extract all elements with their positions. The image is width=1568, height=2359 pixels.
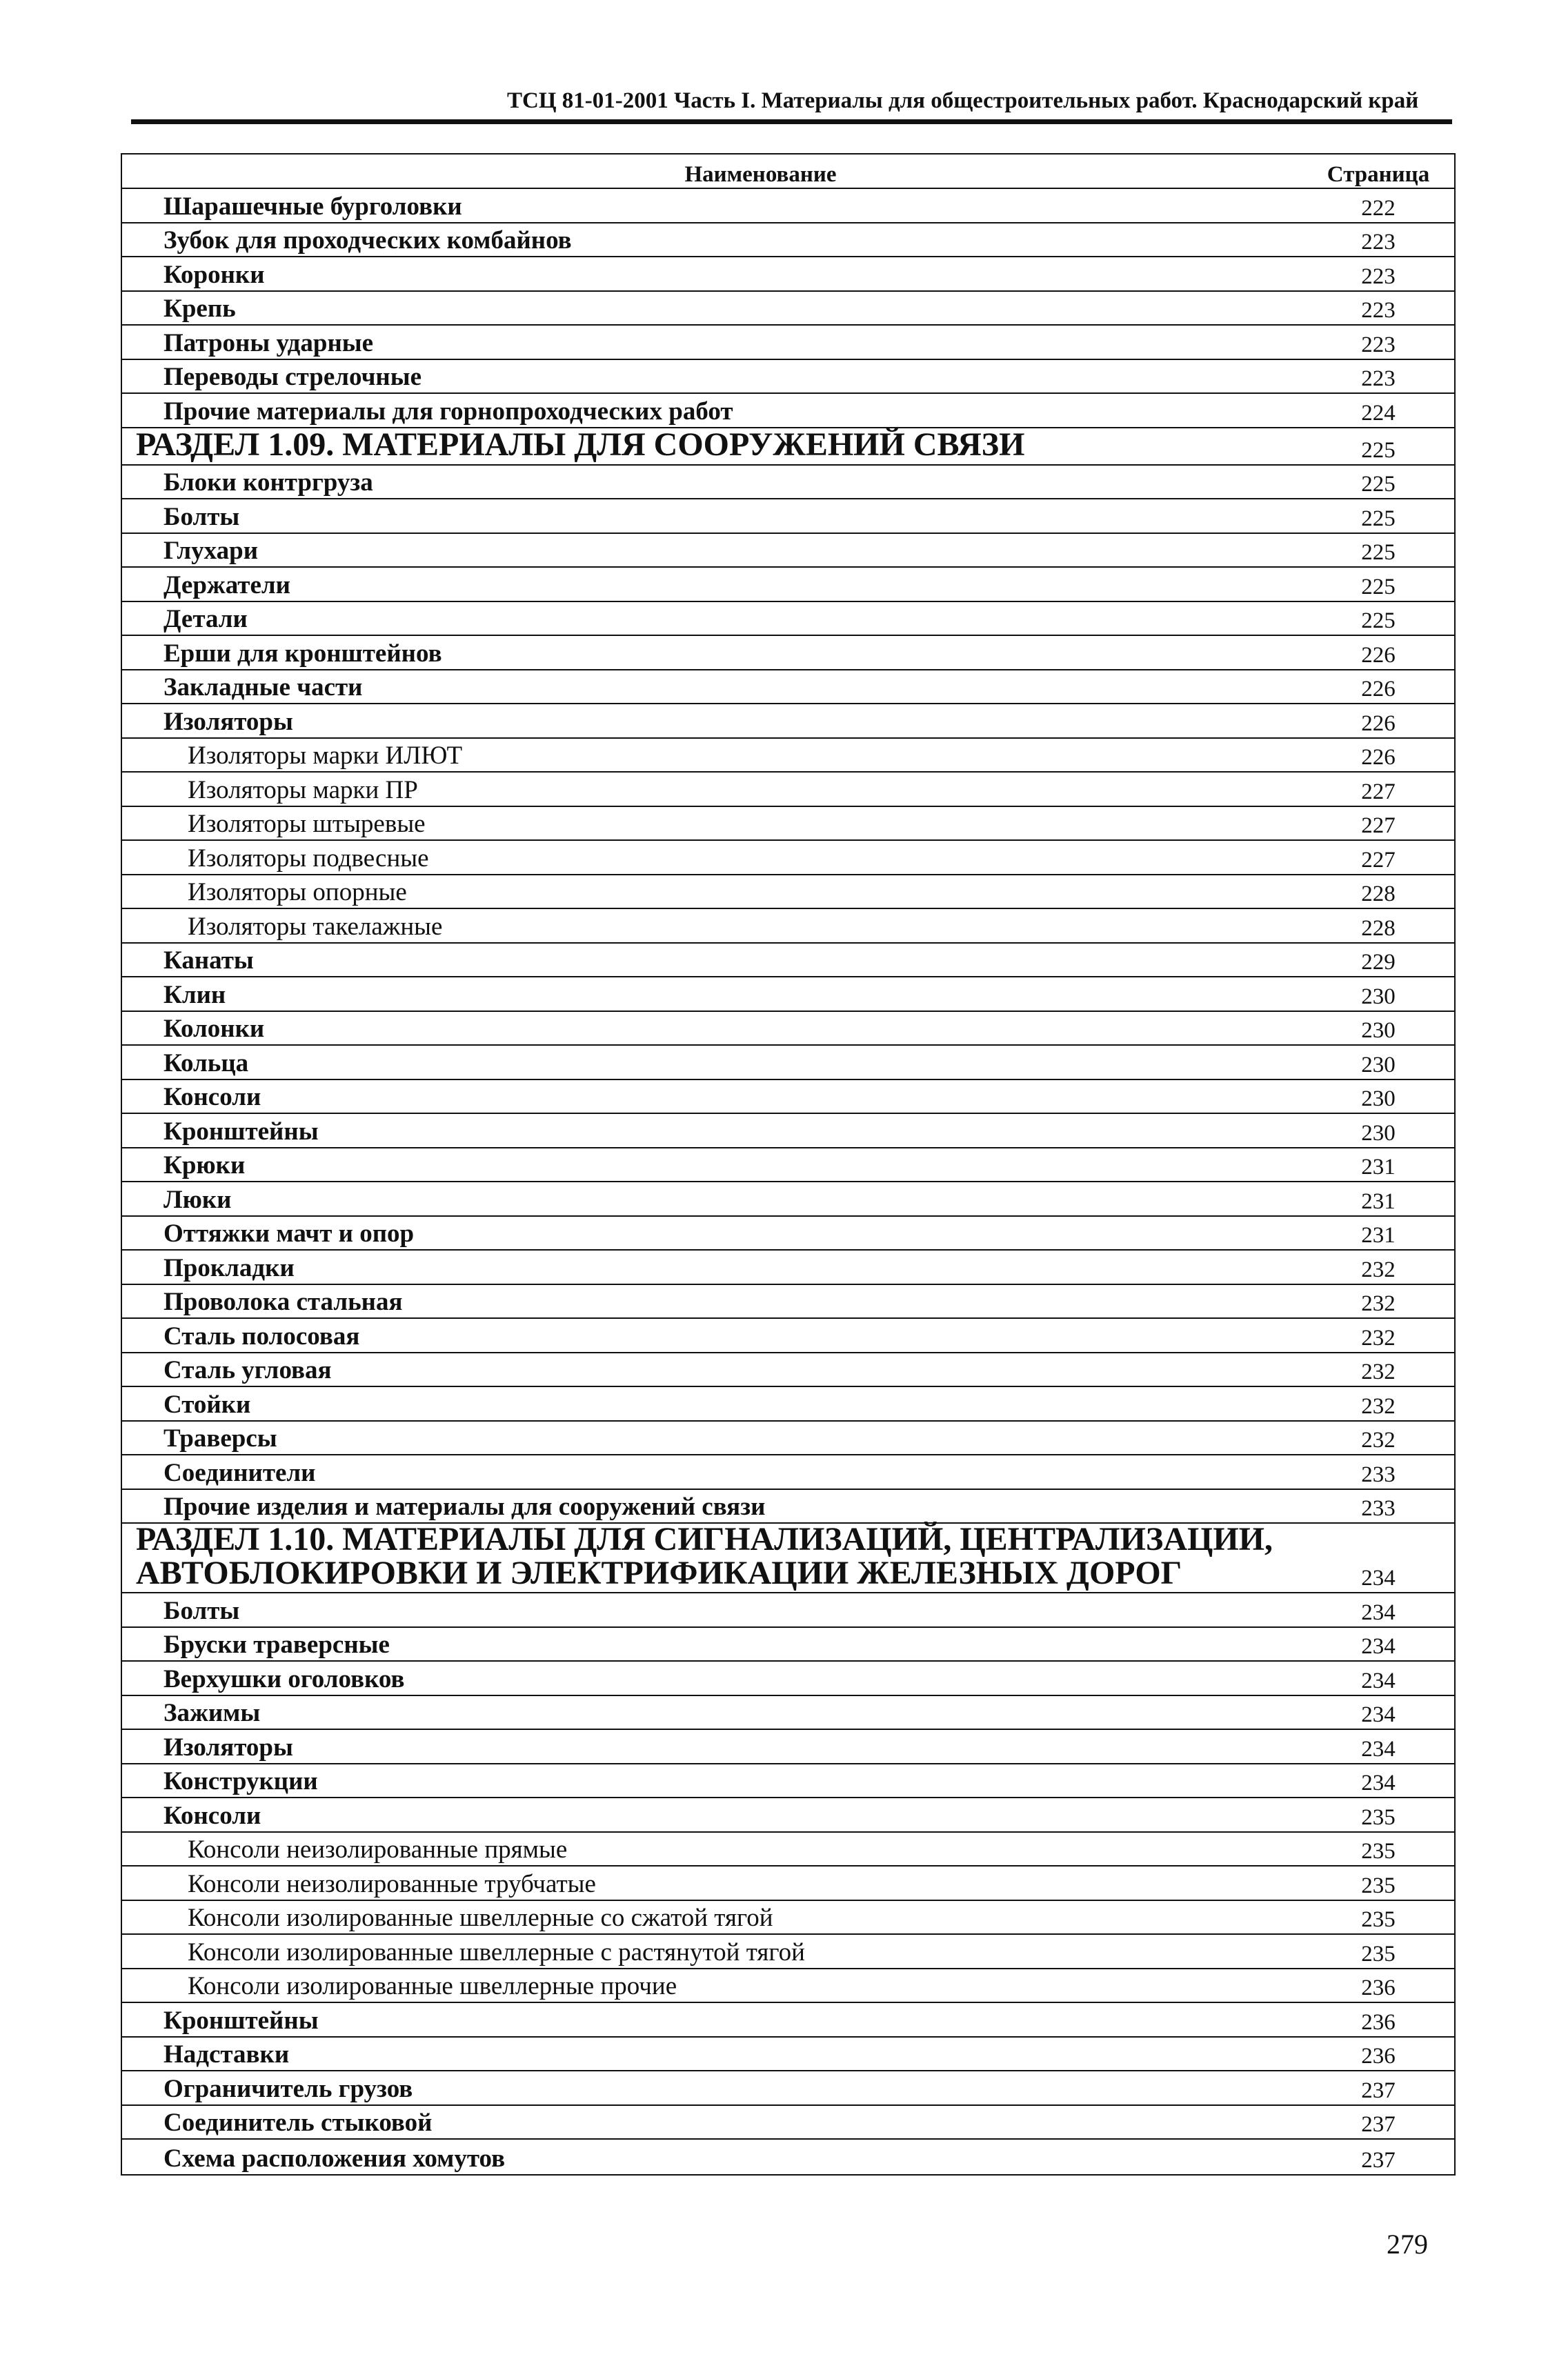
toc-item-row bbox=[122, 1217, 1454, 1251]
toc-item-row bbox=[122, 944, 1454, 978]
toc-item-row bbox=[122, 1251, 1454, 1285]
toc-entry-name: Изоляторы марки ИЛЮТ bbox=[188, 741, 463, 770]
toc-entry-page: 226 bbox=[1361, 745, 1396, 770]
toc-entry-page: 228 bbox=[1361, 915, 1396, 941]
toc-entry-page: 229 bbox=[1361, 950, 1396, 975]
toc-item-row bbox=[122, 1387, 1454, 1422]
toc-entry-name: Кронштейны bbox=[163, 1117, 319, 1146]
toc-item-row bbox=[122, 670, 1454, 705]
toc-entry-name: Консоли неизолированные прямые bbox=[188, 1835, 568, 1864]
toc-item-row bbox=[122, 1798, 1454, 1833]
toc-entry-page: 230 bbox=[1361, 1018, 1396, 1044]
toc-entry-name: Консоли неизолированные трубчатые bbox=[188, 1869, 596, 1898]
toc-item-row bbox=[122, 1114, 1454, 1148]
toc-entry-page: 223 bbox=[1361, 263, 1396, 289]
toc-entry-name: Соединители bbox=[163, 1458, 316, 1487]
toc-subitem-row bbox=[122, 875, 1454, 910]
toc-entry-name: Изоляторы марки ПР bbox=[188, 775, 418, 804]
toc-entry-page: 230 bbox=[1361, 1086, 1396, 1112]
toc-item-row bbox=[122, 1319, 1454, 1353]
toc-entry-page: 225 bbox=[1361, 574, 1396, 599]
toc-entry-page: 234 bbox=[1361, 1566, 1396, 1591]
toc-entry-name: Блоки контргруза bbox=[163, 468, 373, 497]
toc-item-row bbox=[122, 568, 1454, 602]
toc-entry-name: Сталь полосовая bbox=[163, 1322, 360, 1351]
toc-entry-name: Консоли bbox=[163, 1083, 261, 1112]
toc-item-row bbox=[122, 1764, 1454, 1799]
toc-entry-name: Зажимы bbox=[163, 1699, 261, 1728]
toc-entry-name: Конструкции bbox=[163, 1767, 318, 1796]
toc-entry-name: Детали bbox=[163, 605, 248, 634]
toc-entry-name: Сталь угловая bbox=[163, 1356, 332, 1385]
toc-entry-page: 224 bbox=[1361, 400, 1396, 426]
toc-subitem-row bbox=[122, 773, 1454, 807]
toc-entry-page: 231 bbox=[1361, 1223, 1396, 1248]
toc-entry-page: 234 bbox=[1361, 1702, 1396, 1728]
toc-section-row bbox=[122, 1521, 1454, 1593]
toc-item-row bbox=[122, 2038, 1454, 2072]
toc-entry-page: 226 bbox=[1361, 710, 1396, 736]
toc-entry-name: Болты bbox=[163, 1596, 240, 1625]
toc-entry-name: Ограничитель грузов bbox=[163, 2074, 413, 2103]
toc-section-row bbox=[122, 428, 1454, 466]
toc-item-row bbox=[122, 1182, 1454, 1217]
toc-item-row bbox=[122, 466, 1454, 500]
column-header-page: Страница bbox=[1327, 162, 1430, 187]
toc-entry-name: Надставки bbox=[163, 2040, 290, 2069]
toc-entry-page: 237 bbox=[1361, 2078, 1396, 2103]
toc-item-row bbox=[122, 1593, 1454, 1628]
toc-entry-page: 222 bbox=[1361, 195, 1396, 221]
toc-item-row bbox=[122, 534, 1454, 568]
toc-entry-name: Прокладки bbox=[163, 1253, 295, 1282]
toc-entry-page: 232 bbox=[1361, 1325, 1396, 1351]
toc-item-row bbox=[122, 292, 1454, 326]
toc-entry-page: 223 bbox=[1361, 298, 1396, 324]
toc-entry-page: 226 bbox=[1361, 642, 1396, 668]
toc-item-row bbox=[122, 1696, 1454, 1731]
toc-item-row bbox=[122, 1080, 1454, 1115]
toc-entry-name: Прочие материалы для горнопроходческих работ bbox=[163, 397, 733, 426]
toc-item-row bbox=[122, 189, 1454, 223]
toc-entry-page: 223 bbox=[1361, 366, 1396, 392]
toc-item-row bbox=[122, 2071, 1454, 2106]
toc-entry-name: Изоляторы bbox=[163, 707, 293, 736]
toc-subitem-row bbox=[122, 1969, 1454, 2004]
toc-item-row bbox=[122, 1353, 1454, 1388]
toc-entry-name: Изоляторы опорные bbox=[188, 878, 407, 907]
toc-item-row bbox=[122, 223, 1454, 258]
toc-entry-name: Клин bbox=[163, 980, 226, 1009]
toc-entry-name: Прочие изделия и материалы для сооружений связи bbox=[163, 1493, 766, 1522]
toc-item-row bbox=[122, 1148, 1454, 1183]
toc-entry-name: Консоли изолированные швеллерные со сжатой тягой bbox=[188, 1904, 773, 1933]
toc-entry-page: 232 bbox=[1361, 1291, 1396, 1317]
toc-entry-name: Оттяжки мачт и опор bbox=[163, 1220, 415, 1248]
toc-entry-name: Патроны ударные bbox=[163, 328, 374, 357]
toc-subitem-row bbox=[122, 739, 1454, 773]
toc-item-row bbox=[122, 1730, 1454, 1764]
toc-entry-page: 230 bbox=[1361, 984, 1396, 1009]
toc-entry-name: Верхушки оголовков bbox=[163, 1664, 405, 1693]
toc-entry-name: Изоляторы такелажные bbox=[188, 912, 443, 941]
toc-entry-page: 223 bbox=[1361, 230, 1396, 255]
toc-entry-name: Люки bbox=[163, 1185, 232, 1214]
toc-entry-page: 235 bbox=[1361, 1907, 1396, 1933]
toc-entry-page: 237 bbox=[1361, 2112, 1396, 2138]
toc-entry-page: 225 bbox=[1361, 472, 1396, 497]
toc-entry-name: Ерши для кронштейнов bbox=[163, 639, 442, 668]
toc-entry-page: 230 bbox=[1361, 1052, 1396, 1077]
toc-entry-name: Канаты bbox=[163, 946, 254, 975]
toc-entry-name: Кольца bbox=[163, 1048, 249, 1077]
toc-subitem-row bbox=[122, 1833, 1454, 1867]
toc-rows bbox=[122, 189, 1454, 2174]
toc-item-row bbox=[122, 1662, 1454, 1696]
toc-item-row bbox=[122, 1490, 1454, 1524]
toc-entry-name: Переводы стрелочные bbox=[163, 363, 422, 392]
toc-entry-page: 227 bbox=[1361, 847, 1396, 873]
toc-entry-name: Зубок для проходческих комбайнов bbox=[163, 226, 572, 255]
toc-item-row bbox=[122, 499, 1454, 534]
toc-entry-name: Консоли bbox=[163, 1801, 261, 1830]
toc-entry-name: Изоляторы bbox=[163, 1733, 293, 1762]
toc-item-row bbox=[122, 636, 1454, 670]
toc-entry-name: Консоли изолированные швеллерные прочие bbox=[188, 1972, 677, 2001]
toc-item-row bbox=[122, 394, 1454, 428]
toc-entry-name: Колонки bbox=[163, 1015, 265, 1044]
toc-entry-name: Стойки bbox=[163, 1390, 251, 1419]
toc-entry-page: 232 bbox=[1361, 1428, 1396, 1453]
toc-entry-page: 231 bbox=[1361, 1155, 1396, 1180]
toc-item-row bbox=[122, 602, 1454, 637]
toc-item-row bbox=[122, 977, 1454, 1012]
toc-entry-page: 234 bbox=[1361, 1668, 1396, 1693]
toc-entry-page: 235 bbox=[1361, 1839, 1396, 1864]
toc-entry-name: Проволока стальная bbox=[163, 1288, 403, 1317]
toc-entry-page: 223 bbox=[1361, 332, 1396, 357]
toc-entry-page: 231 bbox=[1361, 1188, 1396, 1214]
toc-item-row bbox=[122, 360, 1454, 395]
toc-item-row bbox=[122, 2140, 1454, 2174]
toc-entry-page: 234 bbox=[1361, 1771, 1396, 1796]
toc-item-row bbox=[122, 1628, 1454, 1662]
toc-entry-name: Изоляторы штыревые bbox=[188, 810, 426, 839]
toc-item-row bbox=[122, 704, 1454, 739]
toc-item-row bbox=[122, 1046, 1454, 1080]
toc-subitem-row bbox=[122, 841, 1454, 875]
toc-table-header bbox=[122, 155, 1454, 189]
toc-table bbox=[121, 153, 1456, 2176]
toc-entry-page: 236 bbox=[1361, 2044, 1396, 2069]
toc-entry-name: Бруски траверсные bbox=[163, 1631, 390, 1660]
toc-entry-page: 226 bbox=[1361, 677, 1396, 702]
toc-entry-page: 236 bbox=[1361, 2009, 1396, 2035]
page-number: 279 bbox=[1387, 2229, 1428, 2260]
toc-subitem-row bbox=[122, 909, 1454, 944]
toc-entry-page: 225 bbox=[1361, 540, 1396, 566]
toc-item-row bbox=[122, 1422, 1454, 1456]
column-header-name: Наименование bbox=[684, 162, 837, 187]
toc-entry-name: Крюки bbox=[163, 1151, 246, 1180]
toc-entry-name: Крепь bbox=[163, 295, 236, 324]
toc-entry-page: 234 bbox=[1361, 1600, 1396, 1625]
toc-entry-page: 225 bbox=[1361, 506, 1396, 531]
toc-entry-name: Глухари bbox=[163, 537, 259, 566]
toc-subitem-row bbox=[122, 1901, 1454, 1935]
toc-entry-name: Соединитель стыковой bbox=[163, 2109, 433, 2138]
toc-entry-page: 235 bbox=[1361, 1941, 1396, 1967]
toc-entry-name: Закладные части bbox=[163, 673, 363, 702]
toc-entry-page: 232 bbox=[1361, 1393, 1396, 1419]
toc-subitem-row bbox=[122, 807, 1454, 842]
toc-entry-page: 233 bbox=[1361, 1462, 1396, 1487]
toc-entry-page: 227 bbox=[1361, 779, 1396, 804]
header-rule bbox=[131, 119, 1452, 124]
toc-item-row bbox=[122, 326, 1454, 360]
toc-entry-name: Шарашечные бурголовки bbox=[163, 192, 462, 221]
toc-item-row bbox=[122, 1455, 1454, 1490]
toc-entry-name: Изоляторы подвесные bbox=[188, 844, 429, 873]
toc-entry-page: 236 bbox=[1361, 1975, 1396, 2001]
toc-entry-name: Кронштейны bbox=[163, 2006, 319, 2035]
toc-entry-page: 237 bbox=[1361, 2147, 1396, 2173]
toc-entry-page: 232 bbox=[1361, 1360, 1396, 1385]
toc-entry-name: Консоли изолированные швеллерные с растянутой тягой bbox=[188, 1938, 805, 1967]
toc-entry-page: 233 bbox=[1361, 1496, 1396, 1522]
toc-item-row bbox=[122, 257, 1454, 292]
toc-entry-page: 235 bbox=[1361, 1804, 1396, 1830]
toc-entry-page: 228 bbox=[1361, 882, 1396, 907]
toc-entry-page: 232 bbox=[1361, 1257, 1396, 1282]
toc-entry-name: РАЗДЕЛ 1.10. МАТЕРИАЛЫ ДЛЯ СИГНАЛИЗАЦИЙ, ЦЕНТРАЛИЗАЦИИ, АВТОБЛОКИРОВКИ И ЭЛЕКТРИФИКАЦИИ ЖЕЛЕЗНЫХ ДОРОГ bbox=[136, 1521, 1273, 1592]
toc-subitem-row bbox=[122, 1935, 1454, 1969]
toc-item-row bbox=[122, 1285, 1454, 1320]
toc-entry-page: 225 bbox=[1361, 608, 1396, 634]
toc-entry-name: Коронки bbox=[163, 260, 265, 289]
toc-entry-name: РАЗДЕЛ 1.09. МАТЕРИАЛЫ ДЛЯ СООРУЖЕНИЙ СВЯЗИ bbox=[136, 426, 1025, 464]
toc-entry-page: 227 bbox=[1361, 813, 1396, 839]
toc-entry-name: Болты bbox=[163, 502, 240, 531]
toc-entry-name: Схема расположения хомутов bbox=[163, 2144, 506, 2173]
toc-entry-page: 230 bbox=[1361, 1120, 1396, 1146]
toc-entry-page: 234 bbox=[1361, 1634, 1396, 1660]
toc-entry-name: Держатели bbox=[163, 570, 290, 599]
toc-entry-page: 225 bbox=[1361, 437, 1396, 463]
toc-subitem-row bbox=[122, 1867, 1454, 1901]
page-header-title: ТСЦ 81-01-2001 Часть I. Материалы для общестроительных работ. Краснодарский край bbox=[507, 88, 1419, 113]
toc-item-row bbox=[122, 2106, 1454, 2140]
toc-item-row bbox=[122, 1012, 1454, 1046]
toc-entry-name: Траверсы bbox=[163, 1424, 277, 1453]
toc-item-row bbox=[122, 2003, 1454, 2038]
toc-entry-page: 234 bbox=[1361, 1736, 1396, 1762]
toc-entry-page: 235 bbox=[1361, 1873, 1396, 1898]
